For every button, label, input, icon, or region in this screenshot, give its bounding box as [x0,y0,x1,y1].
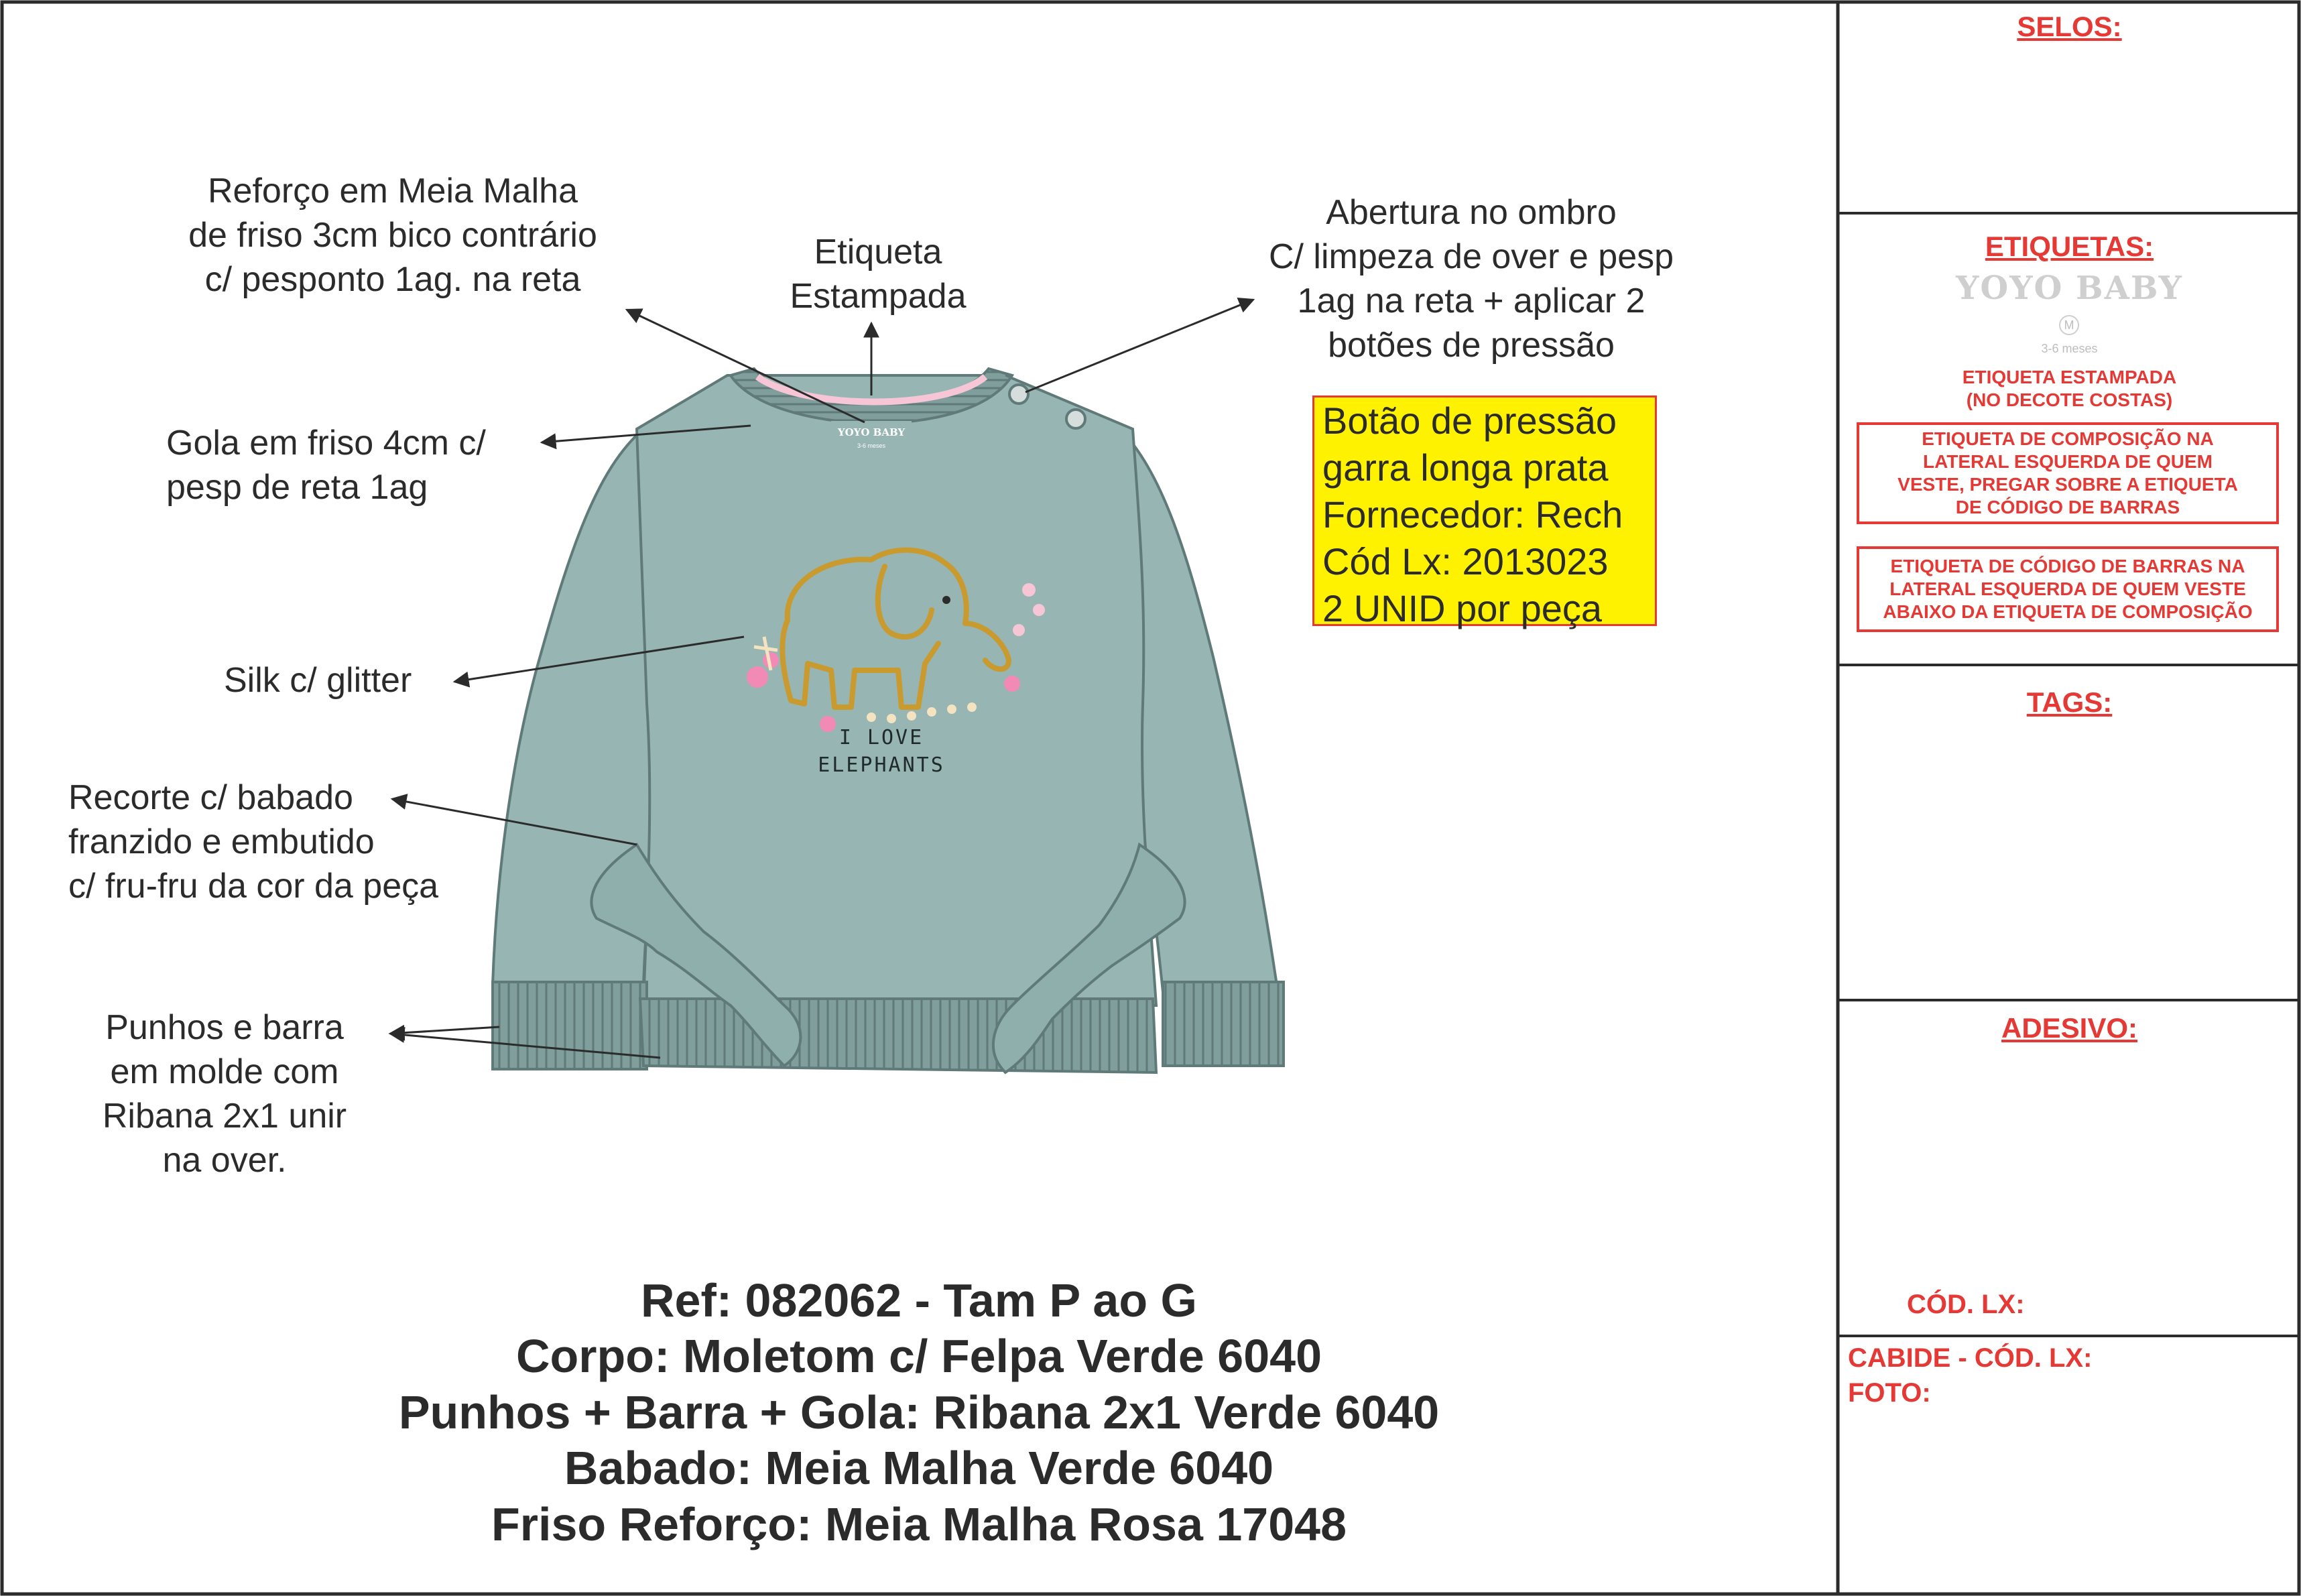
cod-lx-label: CÓD. LX: [1907,1290,2025,1319]
body [637,375,1156,1005]
codigo-barras-label-box: ETIQUETA DE CÓDIGO DE BARRAS NA LATERAL ESQUERDA DE QUEM VESTE ABAIXO DA ETIQUETA DE COMPOSIÇÃO [1857,546,2279,632]
print-text-line1: I LOVE [838,726,924,749]
spec-corpo: Corpo: Moletom c/ Felpa Verde 6040 [516,1330,1322,1382]
note-reforco: Reforço em Meia Malha de friso 3cm bico contrário c/ pesponto 1ag. na reta [188,172,597,299]
spec-punhos: Punhos + Barra + Gola: Ribana 2x1 Verde 6040 [398,1386,1440,1438]
sweatshirt-illustration [493,369,1284,1072]
note-silk: Silk c/ glitter [224,661,412,700]
print-text-line2: ELEPHANTS [818,753,945,777]
left-cuff [493,982,647,1069]
adesivo-title: ADESIVO: [2001,1012,2138,1044]
etiquetas-title: ETIQUETAS: [1985,231,2154,262]
brand-size-badge: M [2059,315,2079,335]
etiqueta-estampada-note: ETIQUETA ESTAMPADA (NO DECOTE COSTAS) [1962,367,2177,410]
hem-band [640,999,1156,1072]
neck-label-brand: YOYO BABY [837,426,906,438]
brand-size: 3-6 meses [2041,342,2098,355]
foto-label: FOTO: [1848,1378,1931,1408]
snap-button-1 [1009,385,1028,404]
selos-title: SELOS: [2017,11,2122,42]
note-recorte: Recorte c/ babado franzido e embutido c/ fru-fru da cor da peça [68,778,439,906]
spec-friso: Friso Reforço: Meia Malha Rosa 17048 [491,1498,1347,1550]
note-abertura: Abertura no ombro C/ limpeza de over e pesp 1ag na reta + aplicar 2 botões de pressão [1268,193,1674,365]
spec-babado: Babado: Meia Malha Verde 6040 [564,1442,1274,1494]
spec-ref: Ref: 082062 - Tam P ao G [641,1274,1197,1327]
right-cuff [1163,982,1284,1066]
arrow-abertura [1025,300,1253,392]
elephant-eye [942,596,950,604]
brand-logo: YOYO BABY [1956,269,2183,307]
note-etiqueta: Etiqueta Estampada [790,233,967,316]
cabide-label: CABIDE - CÓD. LX: [1848,1343,2093,1373]
arrow-punhos-cuff [390,1027,499,1034]
neck-label-size: 3-6 meses [857,442,886,449]
snap-button-supplier-box: Botão de pressão garra longa prata Fornecedor: Rech Cód Lx: 2013023 2 UNID por peça [1312,395,1657,626]
composicao-label-box: ETIQUETA DE COMPOSIÇÃO NA LATERAL ESQUERDA DE QUEM VESTE, PREGAR SOBRE A ETIQUETA DE CÓDIGO DE BARRAS [1857,422,2279,524]
tags-title: TAGS: [2026,686,2113,718]
note-gola: Gola em friso 4cm c/ pesp de reta 1ag [166,424,486,507]
snap-button-2 [1066,410,1085,428]
note-punhos: Punhos e barra em molde com Ribana 2x1 unir na over. [102,1008,347,1180]
